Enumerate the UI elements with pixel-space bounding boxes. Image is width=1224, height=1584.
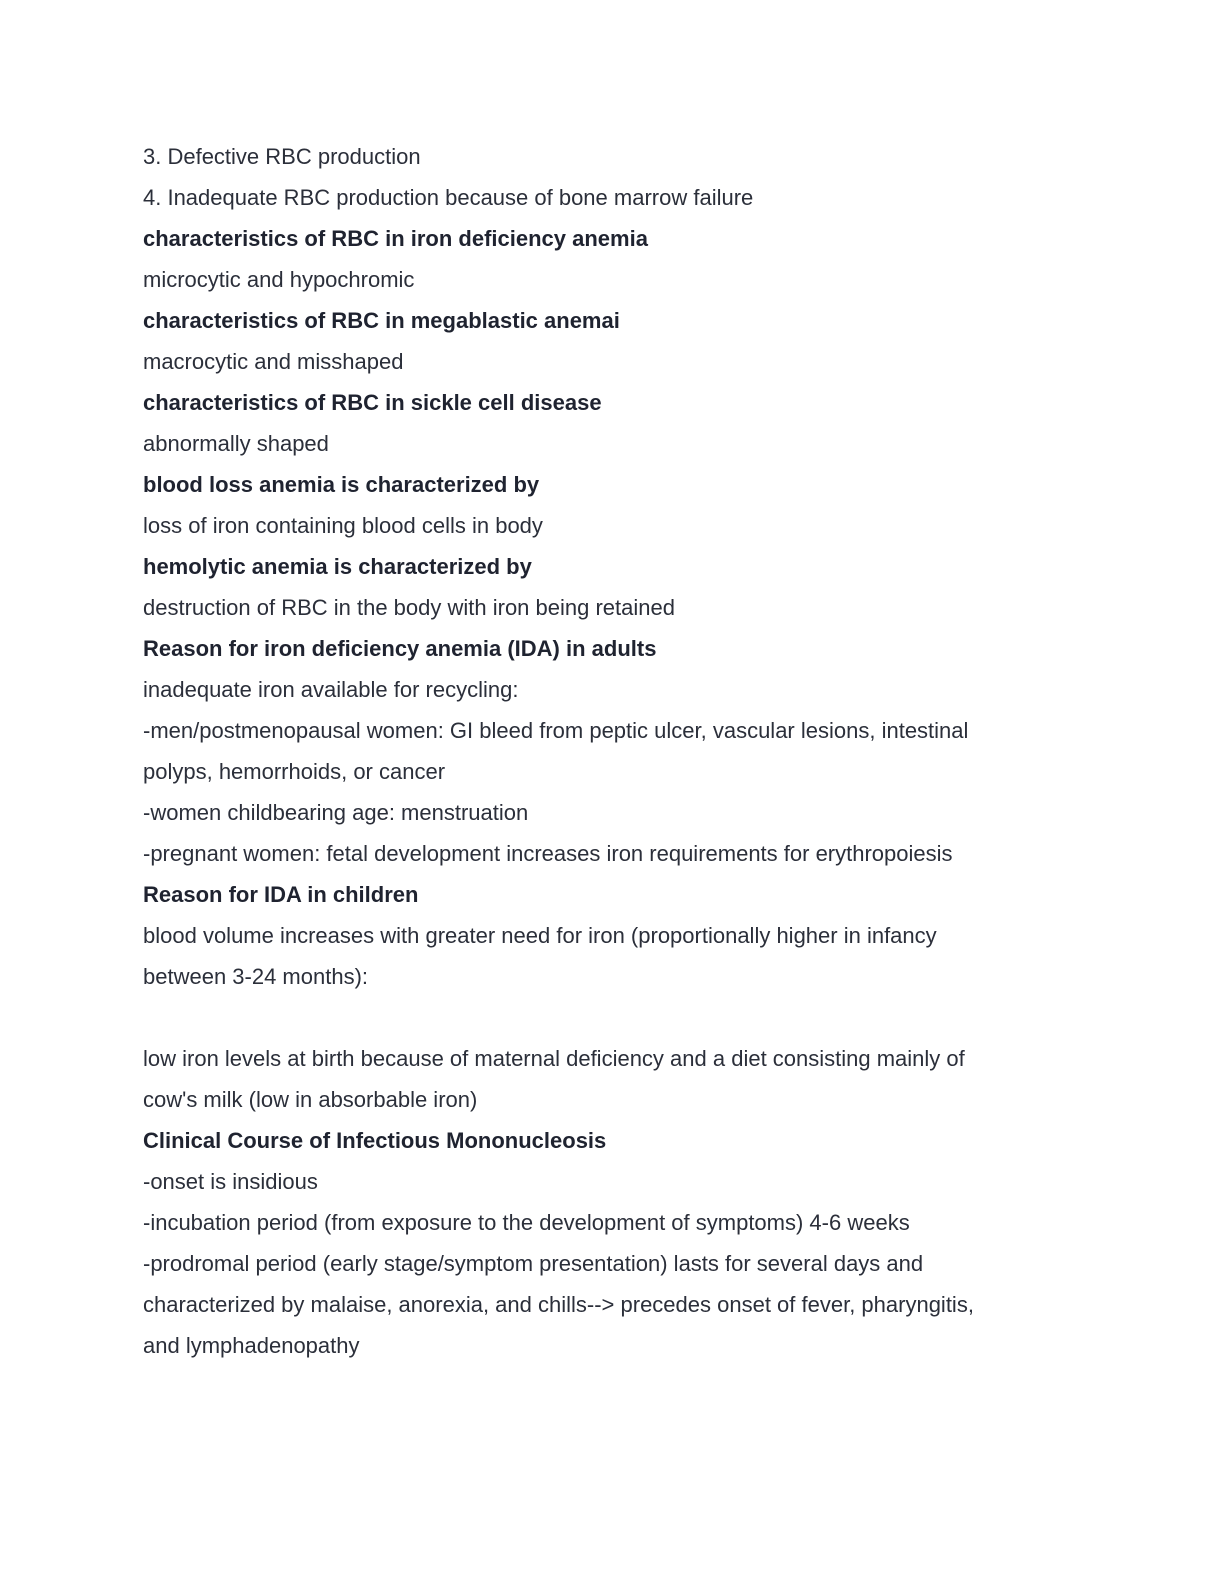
definition-line: between 3-24 months): [143,964,369,989]
definition-line: inadequate iron available for recycling: [143,677,519,702]
definition-line: -incubation period (from exposure to the development of symptoms) 4-6 weeks [143,1210,910,1235]
definition-line: macrocytic and misshaped [143,349,404,374]
term-heading: Reason for iron deficiency anemia (IDA) in adults [143,636,657,661]
definition-line: and lymphadenopathy [143,1333,360,1358]
definition-line: abnormally shaped [143,431,329,456]
term-heading: characteristics of RBC in iron deficiency anemia [143,226,648,251]
term-heading: Clinical Course of Infectious Mononucleosis [143,1128,607,1153]
definition-line: -women childbearing age: menstruation [143,800,529,825]
text-line: 4. Inadequate RBC production because of bone marrow failure [143,185,754,210]
definition-line: blood volume increases with greater need for iron (proportionally higher in infancy [143,923,937,948]
term-heading: characteristics of RBC in sickle cell disease [143,390,602,415]
definition-line: -onset is insidious [143,1169,318,1194]
document-page [143,136,1063,1366]
definition-line: polyps, hemorrhoids, or cancer [143,759,446,784]
term-heading: Reason for IDA in children [143,882,419,907]
definition-line: -pregnant women: fetal development increases iron requirements for erythropoiesis [143,841,953,866]
term-heading: hemolytic anemia is characterized by [143,554,532,579]
definition-line: loss of iron containing blood cells in body [143,513,543,538]
definition-line: characterized by malaise, anorexia, and chills--> precedes onset of fever, pharyngitis, [143,1292,974,1317]
definition-line: low iron levels at birth because of maternal deficiency and a diet consisting mainly of [143,1046,965,1071]
definition-line: destruction of RBC in the body with iron being retained [143,595,675,620]
term-heading: characteristics of RBC in megablastic anemai [143,308,620,333]
definition-line: -prodromal period (early stage/symptom presentation) lasts for several days and [143,1251,924,1276]
definition-line: cow's milk (low in absorbable iron) [143,1087,478,1112]
term-heading: blood loss anemia is characterized by [143,472,540,497]
definition-line: -men/postmenopausal women: GI bleed from peptic ulcer, vascular lesions, intestinal [143,718,969,743]
text-line: 3. Defective RBC production [143,144,421,169]
definition-line: microcytic and hypochromic [143,267,415,292]
blank-line [143,997,1063,1038]
